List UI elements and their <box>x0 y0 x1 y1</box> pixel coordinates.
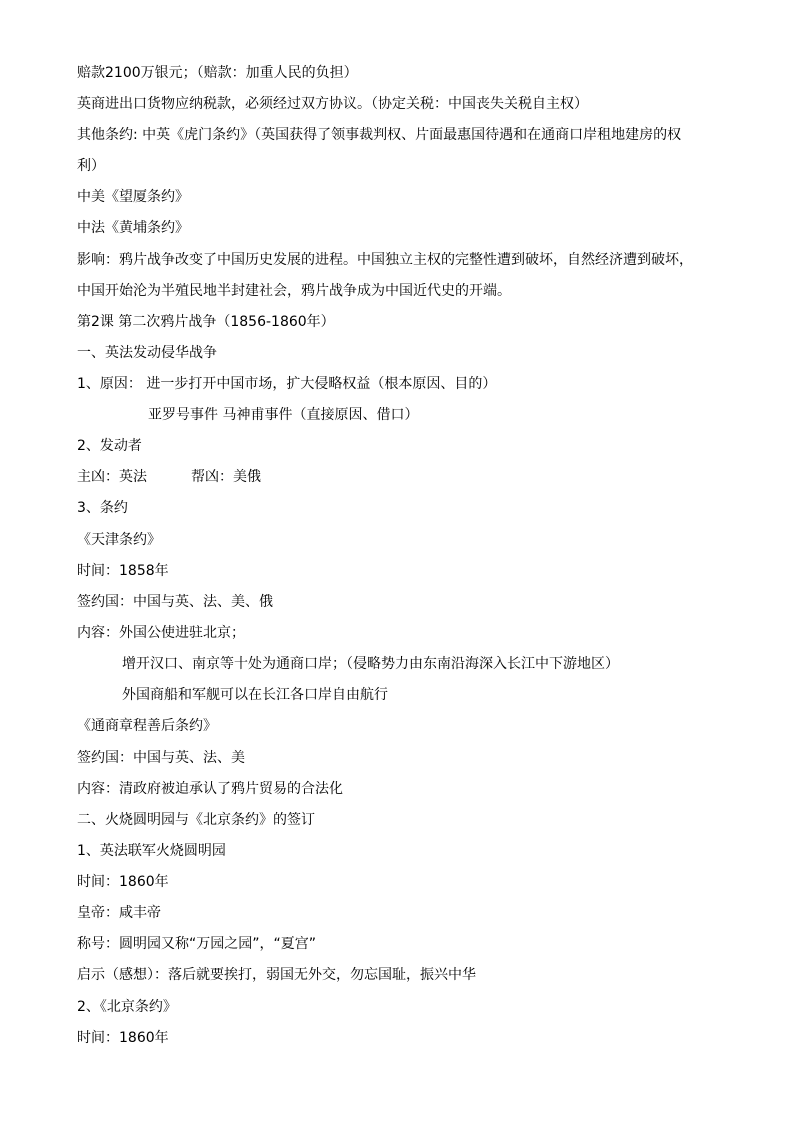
lesson-heading: 第2课 第二次鸦片战争（1856-1860年） <box>77 314 335 330</box>
text-line-yuanmingyuan-date: 时间：1860年 <box>77 874 169 890</box>
treaty-title-trade-rules: 《通商章程善后条约》 <box>77 718 217 734</box>
accomplices: 帮凶：美俄 <box>191 469 261 485</box>
text-line-emperor: 皇帝：咸丰帝 <box>77 905 161 921</box>
text-line-beijing-date: 时间：1860年 <box>77 1030 169 1046</box>
text-line-lesson: 启示（感想）：落后就要挨打，弱国无外交，勿忘国耻，振兴中华 <box>77 967 476 983</box>
text-line-title: 称号：圆明园又称“万园之园”，“夏宫” <box>77 936 317 952</box>
subheading-yuanmingyuan: 1、英法联军火烧圆明园 <box>77 843 226 859</box>
text-line-other-treaties-cont: 利） <box>77 158 105 174</box>
text-line-instigators <box>77 466 737 488</box>
section-heading-1: 一、英法发动侵华战争 <box>77 345 217 361</box>
subheading-instigators: 2、发动者 <box>77 438 142 454</box>
text-line-tariff: 英商进出口货物应纳税款，必须经过双方协议。（协定关税：中国丧失关税自主权） <box>77 96 588 112</box>
text-line-indemnity: 赔款2100万银元；（赔款：加重人民的负担） <box>77 65 358 81</box>
text-line-wangxia: 中美《望厦条约》 <box>77 189 189 205</box>
text-line-influence: 影响：鸦片战争改变了中国历史发展的进程。中国独立主权的完整性遭到破坏，自然经济遭到破坏， <box>77 252 693 268</box>
text-line-trade-rules-content: 内容：清政府被迫承认了鸦片贸易的合法化 <box>77 781 343 797</box>
text-line-tianjin-navigation: 外国商船和军舰可以在长江各口岸自由航行 <box>122 687 388 703</box>
subheading-beijing-treaty: 2、《北京条约》 <box>77 999 177 1015</box>
text-line-tianjin-signatories: 签约国：中国与英、法、美、俄 <box>77 594 273 610</box>
text-line-huangpu: 中法《黄埔条约》 <box>77 220 189 236</box>
text-line-influence-cont: 中国开始沦为半殖民地半封建社会，鸦片战争成为中国近代史的开端。 <box>77 283 511 299</box>
text-line-tianjin-content: 内容：外国公使进驻北京； <box>77 625 245 641</box>
main-culprits: 主凶：英法 <box>77 469 147 485</box>
text-line-cause-direct: 亚罗号事件 马神甫事件（直接原因、借口） <box>148 407 419 423</box>
text-line-tianjin-date: 时间：1858年 <box>77 563 169 579</box>
text-line-tianjin-ports: 增开汉口、南京等十处为通商口岸；（侵略势力由东南沿海深入长江中下游地区） <box>122 656 619 672</box>
text-line-cause: 1、原因： 进一步打开中国市场，扩大侵略权益（根本原因、目的） <box>77 376 497 392</box>
text-line-other-treaties: 其他条约: 中英《虎门条约》（英国获得了领事裁判权、片面最惠国待遇和在通商口岸租地建房的权 <box>77 127 682 143</box>
subheading-treaties: 3、条约 <box>77 500 128 516</box>
text-line-trade-rules-signatories: 签约国：中国与英、法、美 <box>77 750 245 766</box>
treaty-title-tianjin: 《天津条约》 <box>77 532 161 548</box>
section-heading-2: 二、火烧圆明园与《北京条约》的签订 <box>77 812 315 828</box>
